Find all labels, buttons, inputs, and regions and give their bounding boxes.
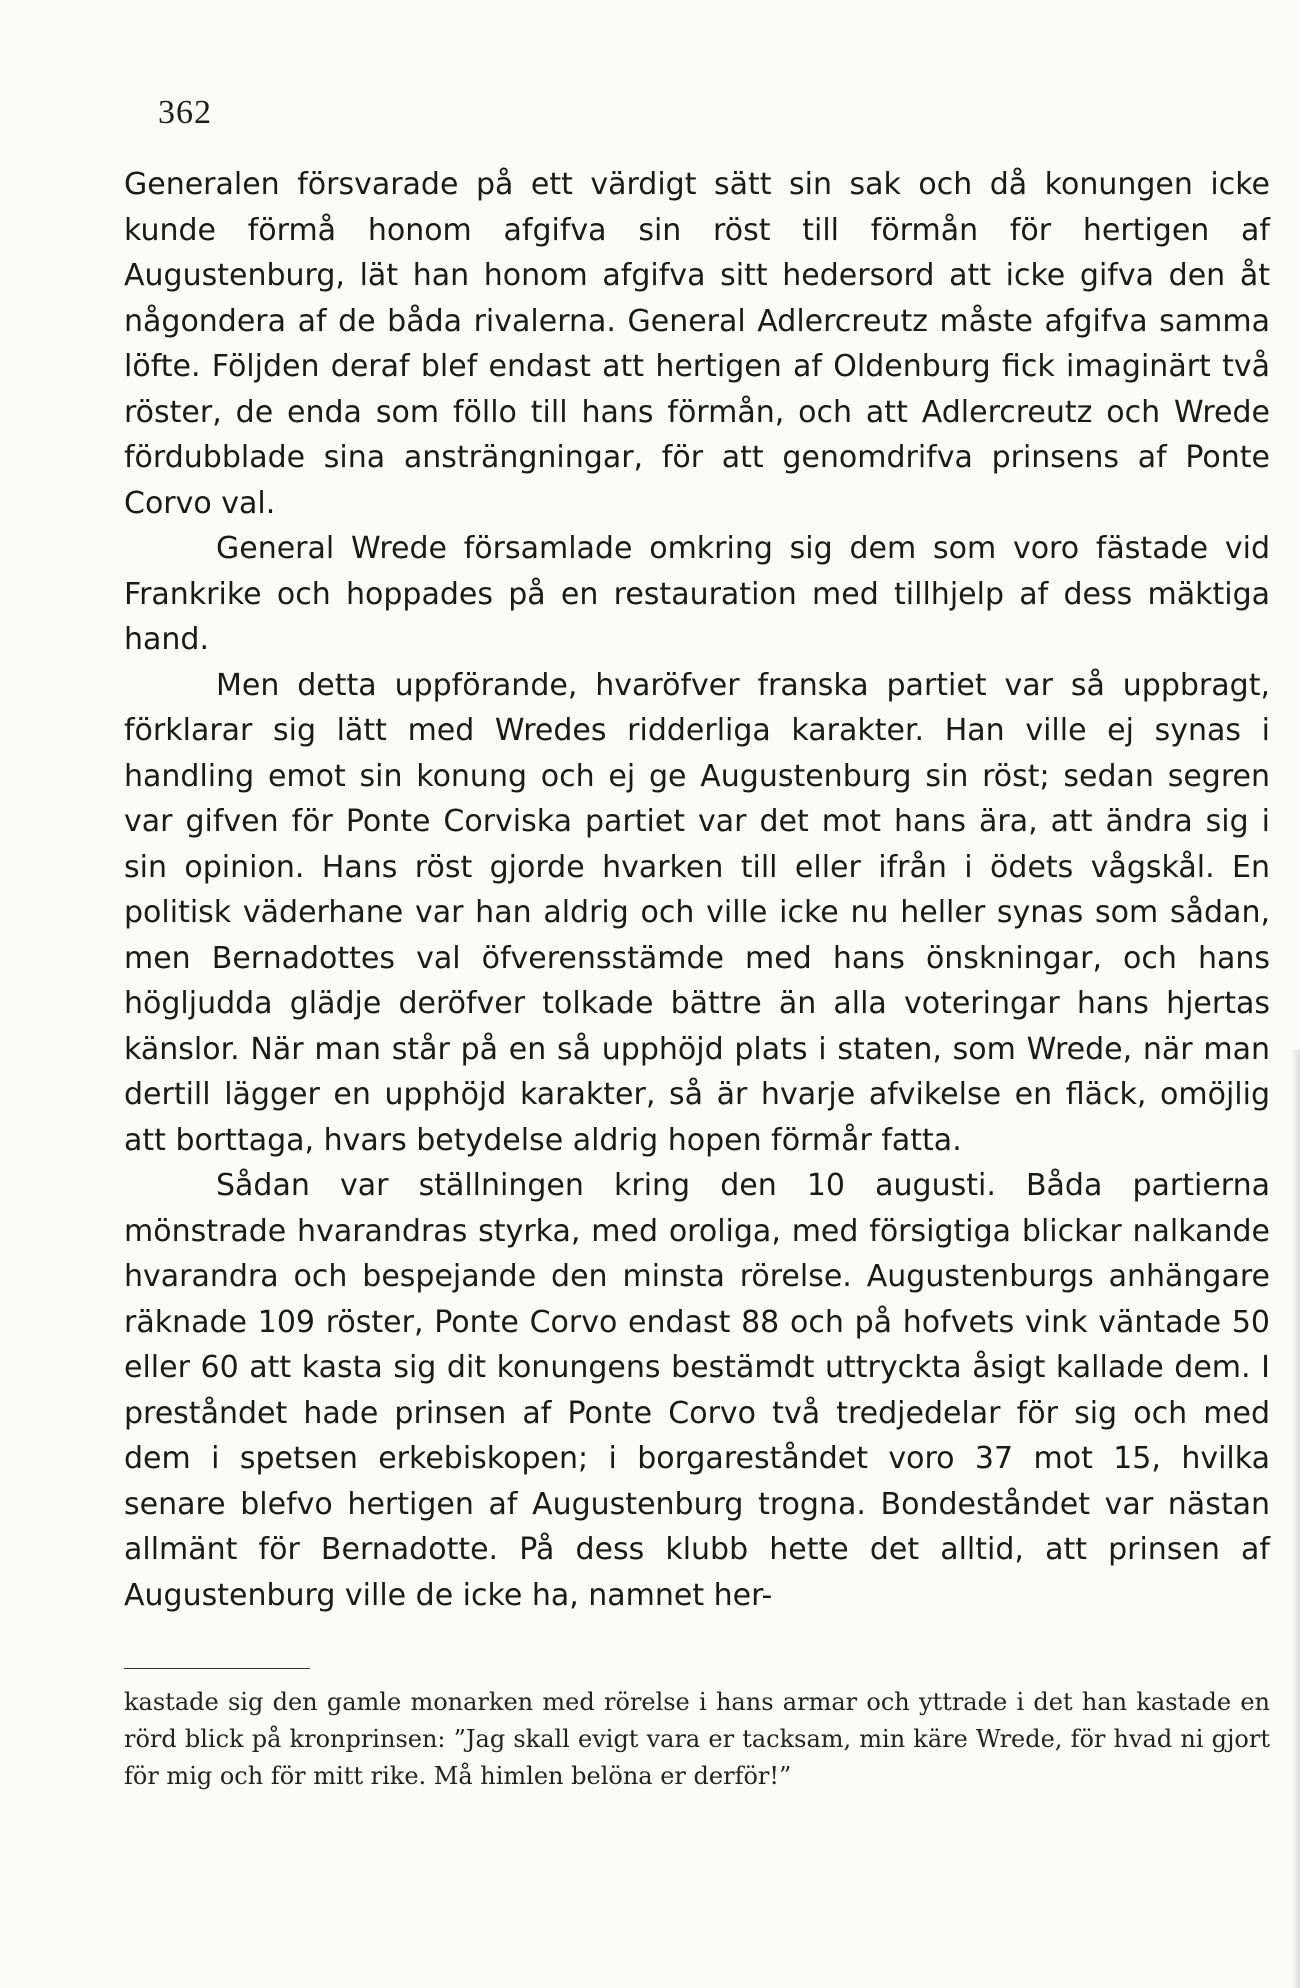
footnote-rule xyxy=(124,1668,310,1669)
scan-edge-shadow xyxy=(1290,1050,1300,1988)
body-text xyxy=(124,162,1270,1618)
paragraph: Generalen försvarade på ett värdigt sätt sin sak och då konungen icke kunde förmå honom afgifva sin röst till förmån för hertigen af Augustenburg, lät han honom afgifva sitt hedersord att icke gifva den åt någondera af de båda rivalerna. General Adlercreutz måste afgifva samma löfte. Följden deraf blef endast att hertigen af Oldenburg fick imaginärt två röster, de enda som föllo till hans förmån, och att Adlercreutz och Wrede fördubblade sina ansträngningar, för att genomdrifva prinsens af Ponte Corvo val. xyxy=(124,167,1270,521)
paragraph: Sådan var ställningen kring den 10 augusti. Båda partierna mönstrade hvarandras styrka, med oroliga, med försigtiga blickar nalkande hvarandra och bespejande den minsta rörelse. Augustenburgs anhängare räknade 109 röster, Ponte Corvo endast 88 och på hofvets vink väntade 50 eller 60 att kasta sig dit konungens bestämdt uttryckta åsigt kallade dem. I preståndet hade prinsen af Ponte Corvo två tredjedelar för sig och med dem i spetsen erkebiskopen; i borgareståndet voro 37 mot 15, hvilka senare blefvo hertigen af Augustenburg trogna. Bondeståndet var nästan allmänt för Bernadotte. På dess klubb hette det alltid, att prinsen af Augustenburg ville de icke ha, namnet her- xyxy=(124,1168,1270,1613)
page-number: 362 xyxy=(158,94,212,131)
paragraph: Men detta uppförande, hvaröfver franska partiet var så uppbragt, förklarar sig lätt med Wredes ridderliga karakter. Han ville ej synas i handling emot sin konung och ej ge Augustenburg sin röst; sedan segren var gifven för Ponte Corviska partiet var det mot hans ära, att ändra sig i sin opinion. Hans röst gjorde hvarken till eller ifrån i ödets vågskål. En politisk väderhane var han aldrig och ville icke nu heller synas som sådan, men Bernadottes val öfverensstämde med hans önskningar, och hans högljudda glädje deröfver tolkade bättre än alla voteringar hans hjertas känslor. När man står på en så upphöjd plats i staten, som Wrede, när man dertill lägger en upphöjd karakter, så är hvarje afvikelse en fläck, omöjlig att borttaga, hvars betydelse aldrig hopen förmår fatta. xyxy=(124,667,1270,1158)
paragraph: General Wrede församlade omkring sig dem som voro fästade vid Frankrike och hoppades på en restauration med tillhjelp af dess mäktiga hand. xyxy=(124,531,1270,657)
footnote: kastade sig den gamle monarken med rörelse i hans armar och yttrade i det han kastade en rörd blick på kronprinsen: ”Jag skall evigt vara er tacksam, min käre Wrede, för hvad ni gjort för mig och för mitt rike. Må himlen belöna er derför!” xyxy=(124,1688,1270,1790)
